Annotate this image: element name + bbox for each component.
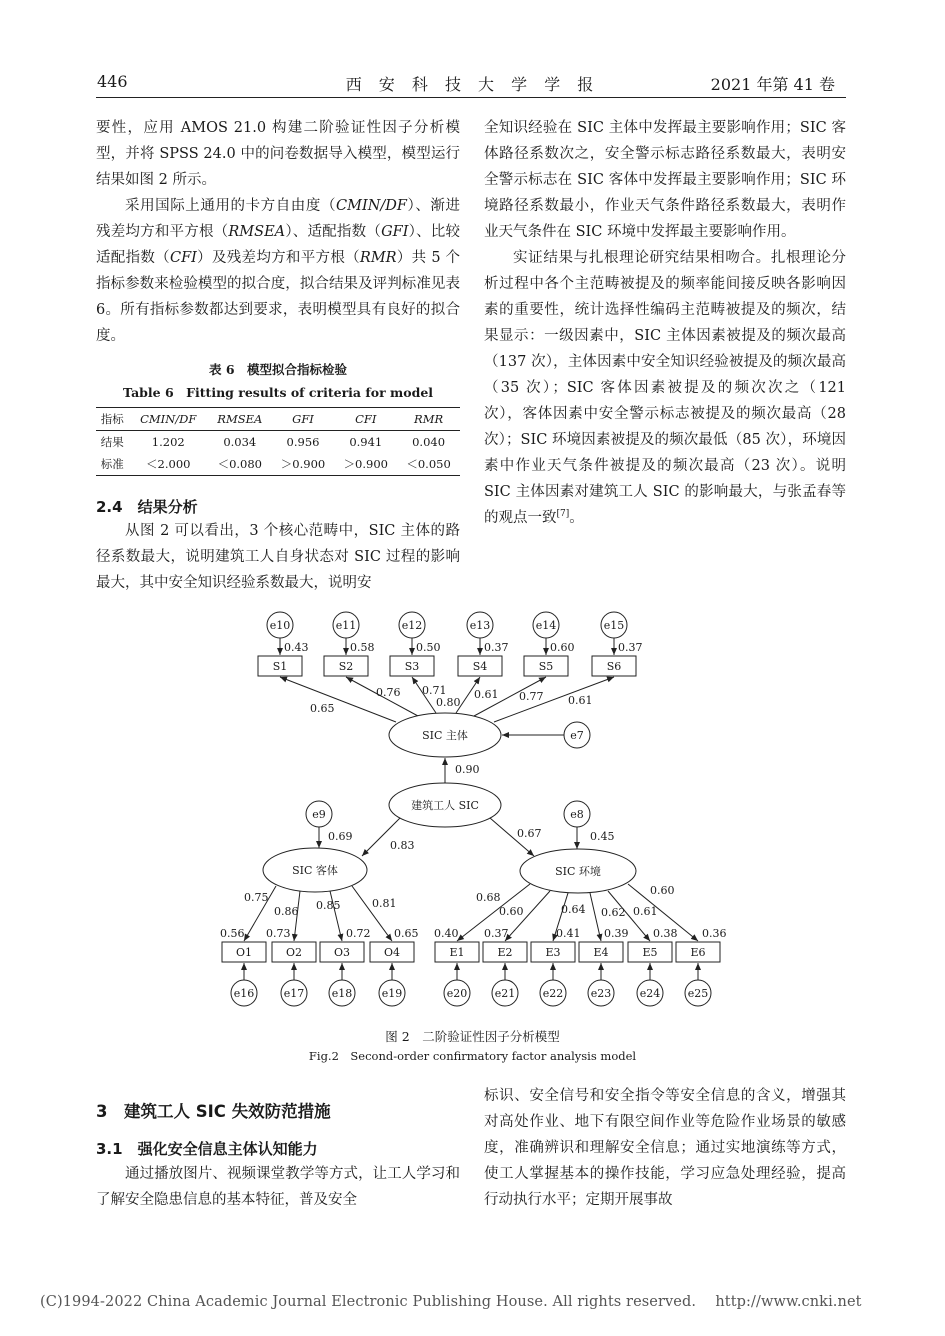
coef-label: 0.85 bbox=[316, 899, 341, 912]
section-3-title: 3 建筑工人 SIC 失效防范措施 bbox=[96, 1102, 331, 1121]
para-fit-indices: 采用国际上通用的卡方自由度（CMIN/DF）、渐进残差均方和平方根（RMSEA）、适配指数（GFI）、比较适配指数（CFI）及残差均方和平方根（RMR）共 5 个指标参数来检验模型的拟合度，拟合结果及评判标准见表 6。所有指标参数都达到要求，表明模型具有良好的拟合度。 bbox=[96, 198, 461, 344]
table-row: 结果 1.202 0.034 0.956 0.941 0.040 bbox=[100, 435, 446, 449]
table6 bbox=[96, 407, 460, 476]
table6-caption-cn: 表 6 模型拟合指标检验 bbox=[208, 362, 348, 377]
left-column bbox=[96, 115, 460, 349]
coef-label: 0.61 bbox=[568, 694, 593, 707]
coef-label: 0.56 bbox=[220, 927, 245, 940]
coef-label: 0.76 bbox=[376, 686, 401, 699]
coef-label: 0.50 bbox=[416, 641, 441, 654]
coef-label: 0.60 bbox=[650, 884, 675, 897]
section-2-4-body: 从图 2 可以看出，3 个核心范畴中，SIC 主体的路径系数最大，说明建筑工人自身状态对 SIC 过程的影响最大，其中安全知识经验系数最大，说明安 bbox=[96, 523, 460, 591]
copyright-footer: (C)1994-2022 China Academic Journal Electronic Publishing House. All rights reserved. http://www.cnki.net bbox=[40, 1294, 862, 1310]
loading-arrow bbox=[494, 677, 614, 722]
section-3-1-right: 标识、安全信号和安全指令等安全信息的含义，增强其对高处作业、地下有限空间作业等危险作业场景的敏感度，准确辨识和理解安全信息；通过实地演练等方式，使工人掌握基本的操作技能，学习应急处理经验，提高行动执行水平；定期开展事故 bbox=[484, 1088, 846, 1208]
figure-sem-diagram bbox=[0, 600, 945, 1020]
indicator-S4-label: S4 bbox=[472, 660, 488, 673]
indicator-O3-label: O3 bbox=[333, 946, 351, 959]
latent-sic-env-label: SIC 环境 bbox=[555, 865, 601, 878]
error-e12-label: e12 bbox=[401, 619, 423, 632]
error-e20-label: e20 bbox=[446, 987, 468, 1000]
indicator-S1-label: S1 bbox=[272, 660, 288, 673]
coef-label: 0.58 bbox=[350, 641, 375, 654]
coef-label: 0.38 bbox=[653, 927, 678, 940]
error-e17-label: e17 bbox=[283, 987, 305, 1000]
table-row: 标准 ＜2.000 ＜0.080 ＞0.900 ＞0.900 ＜0.050 bbox=[96, 453, 460, 476]
coef-label: 0.80 bbox=[436, 696, 461, 709]
error-e23-label: e23 bbox=[590, 987, 612, 1000]
error-e16-label: e16 bbox=[233, 987, 255, 1000]
indicator-E2-label: E2 bbox=[497, 946, 513, 959]
latent-sic-object-label: SIC 客体 bbox=[292, 864, 338, 877]
error-e13-label: e13 bbox=[469, 619, 491, 632]
error-e24-label: e24 bbox=[639, 987, 661, 1000]
coef-label: 0.81 bbox=[372, 897, 397, 910]
section-2-4-title: 2.4 结果分析 bbox=[96, 498, 198, 516]
error-e10-label: e10 bbox=[269, 619, 291, 632]
error-e11-label: e11 bbox=[335, 619, 357, 632]
coef-label: 0.62 bbox=[601, 906, 626, 919]
indicator-E4-label: E4 bbox=[593, 946, 609, 959]
coef-label: 0.61 bbox=[474, 688, 499, 701]
error-e8-label: e8 bbox=[570, 808, 584, 821]
coef-label: 0.71 bbox=[422, 684, 447, 697]
error-e14-label: e14 bbox=[535, 619, 557, 632]
coef-label: 0.77 bbox=[519, 690, 544, 703]
coef-label: 0.69 bbox=[328, 830, 353, 843]
indicator-E6-label: E6 bbox=[690, 946, 706, 959]
coef-label: 0.68 bbox=[476, 891, 501, 904]
citation: [7] bbox=[556, 509, 570, 520]
indicator-S3-label: S3 bbox=[404, 660, 420, 673]
coef-label: 0.43 bbox=[284, 641, 309, 654]
coef-label: 0.67 bbox=[517, 827, 542, 840]
coef-label: 0.83 bbox=[390, 839, 415, 852]
table6-caption-en: Table 6 Fitting results of criteria for model bbox=[122, 385, 434, 400]
loading-arrow bbox=[590, 893, 601, 941]
indicator-E3-label: E3 bbox=[545, 946, 561, 959]
error-e18-label: e18 bbox=[331, 987, 353, 1000]
coef-label: 0.37 bbox=[484, 641, 509, 654]
issue-label: 2021 年第 41 卷 bbox=[710, 75, 835, 94]
figure2-caption-cn: 图 2 二阶验证性因子分析模型 bbox=[385, 1029, 560, 1044]
indicator-S5-label: S5 bbox=[538, 660, 554, 673]
page-number: 446 bbox=[97, 72, 128, 91]
latent-root-sic-label: 建筑工人 SIC bbox=[411, 799, 479, 812]
para-model-build: 要性，应用 AMOS 21.0 构建二阶验证性因子分析模型，并将 SPSS 24.0 中的问卷数据导入模型，模型运行结果如图 2 所示。 bbox=[96, 120, 460, 188]
coef-label: 0.41 bbox=[556, 927, 581, 940]
figure2-caption-en: Fig.2 Second-order confirmatory factor analysis model bbox=[308, 1049, 637, 1063]
right-column bbox=[484, 115, 846, 531]
para-grounded-theory: 实证结果与扎根理论研究结果相吻合。扎根理论分析过程中各个主范畴被提及的频率能间接反映各影响因素的重要性，统计选择性编码主范畴被提及的频次，结果显示：一级因素中，SIC 主体因素被提及的频次最高（137 次），主体因素中安全知识经验被提及的频次最高（35 次）；SIC 客体因素被提及的频次次之（121 次），客体因素中安全警示标志被提及的频次最高（28 次）；SIC 环境因素被提及的频次最低（85 次），环境因素中作业天气条件被提及的频次最高（23 次）。说明 SIC 主体因素对建筑工人 SIC 的影响最大，与张孟春等的观点一致[7]。 bbox=[484, 250, 846, 526]
error-e22-label: e22 bbox=[542, 987, 564, 1000]
coef-label: 0.72 bbox=[346, 927, 371, 940]
coef-label: 0.73 bbox=[266, 927, 291, 940]
section-3-1-body: 通过播放图片、视频课堂教学等方式，让工人学习和了解安全隐患信息的基本特征，普及安全 bbox=[96, 1166, 460, 1208]
coef-label: 0.40 bbox=[434, 927, 459, 940]
table-header-row: 指标 CMIN/DF RMSEA GFI CFI RMR bbox=[96, 408, 460, 431]
error-e15-label: e15 bbox=[603, 619, 625, 632]
indicator-E5-label: E5 bbox=[642, 946, 658, 959]
indicator-O2-label: O2 bbox=[285, 946, 303, 959]
error-e21-label: e21 bbox=[494, 987, 516, 1000]
indicator-O1-label: O1 bbox=[235, 946, 253, 959]
indicator-O4-label: O4 bbox=[383, 946, 401, 959]
error-e9-label: e9 bbox=[312, 808, 326, 821]
journal-name: 西 安 科 技 大 学 学 报 bbox=[345, 75, 600, 94]
para-results-cont: 全知识经验在 SIC 主体中发挥最主要影响作用；SIC 客体路径系数次之，安全警示标志路径系数最大，表明安全警示标志在 SIC 客体中发挥最主要影响作用；SIC 环境路径系数最小，作业天气条件路径系数最大，表明作业天气条件在 SIC 环境中发挥最主要影响作用。 bbox=[484, 120, 846, 240]
error-e25-label: e25 bbox=[687, 987, 709, 1000]
coef-label: 0.61 bbox=[633, 905, 658, 918]
coef-label: 0.60 bbox=[499, 905, 524, 918]
coef-label: 0.65 bbox=[394, 927, 419, 940]
error-e7-label: e7 bbox=[570, 729, 584, 742]
error-e19-label: e19 bbox=[381, 987, 403, 1000]
coef-label: 0.37 bbox=[618, 641, 643, 654]
coef-label: 0.45 bbox=[590, 830, 615, 843]
coef-label: 0.86 bbox=[274, 905, 299, 918]
latent-sic-main-label: SIC 主体 bbox=[422, 729, 468, 742]
header-rule bbox=[96, 97, 846, 98]
coef-label: 0.36 bbox=[702, 927, 727, 940]
coef-label: 0.37 bbox=[484, 927, 509, 940]
indicator-S2-label: S2 bbox=[338, 660, 354, 673]
coef-label: 0.60 bbox=[550, 641, 575, 654]
loading-arrow bbox=[280, 677, 396, 722]
coef-label: 0.90 bbox=[455, 763, 480, 776]
coef-label: 0.39 bbox=[604, 927, 629, 940]
coef-label: 0.75 bbox=[244, 891, 269, 904]
indicator-S6-label: S6 bbox=[606, 660, 622, 673]
indicator-E1-label: E1 bbox=[449, 946, 465, 959]
coef-label: 0.65 bbox=[310, 702, 335, 715]
coef-label: 0.64 bbox=[561, 903, 586, 916]
section-3-1-title: 3.1 强化安全信息主体认知能力 bbox=[96, 1140, 318, 1158]
